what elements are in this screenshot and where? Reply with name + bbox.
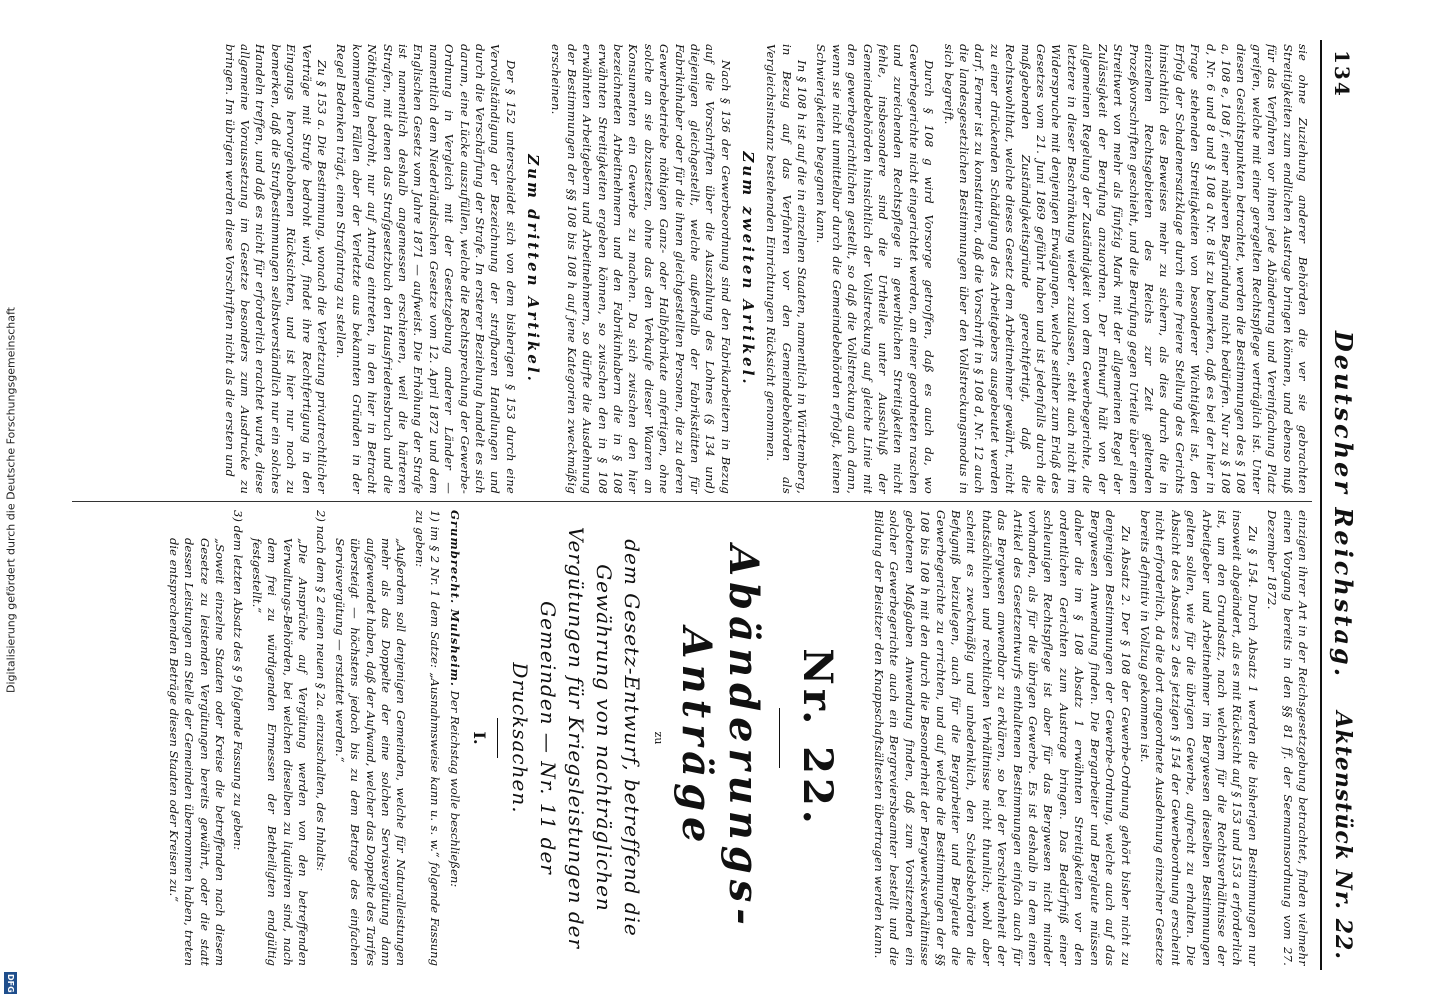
- document-number-title: Nr. 22.: [793, 648, 841, 828]
- item-text: „Soweit einzelne Staaten oder Kreise die betreffenden nach diesem Gesetze zu leistenden Vergütungen bereits gewährt, oder die statt dessen Leistungen an Stelle der Gemeinden übernommen haben, treten die entsprechenden Beträge diesen Staaten oder Kreisen zu.“: [166, 538, 227, 966]
- item-text: nach dem § 2 einen neuen § 2a. einzuschalten, des Inhalts:: [314, 525, 329, 872]
- section-heading-article-3: Zum dritten Artikel.: [523, 154, 542, 384]
- amendment-item: [230, 510, 245, 966]
- divider: [497, 718, 498, 758]
- journal-title: Deutscher Reichstag.: [1329, 330, 1358, 680]
- item-text: „Außerdem soll denjenigen Gemeinden, welche für Naturalleistungen mehr als das Doppelte der eine solchen Servisvergütung dann aufgewendet haben, daß der Aufwand, welcher das Doppelte des Tarifes übersteigt — höchstens jedoch bis zu dem Betrage des einfachen Servisvergütung — erstattet werden.“: [332, 538, 409, 966]
- credit-text: Digitalisierung gefördert durch die Deutsche Forschungsgemeinschaft: [4, 307, 18, 693]
- item-text: „Die Ansprüche auf Vergütung werden von den betreffenden Verwaltungs-Behörden, bei welchen dieselben zu liquidiren sind, nach dem frei zu würdigenden Ermessen der Betheiligten endgültig festgestellt.“: [249, 538, 310, 966]
- item-number: 1): [428, 510, 443, 522]
- dfg-logo: DFG: [6, 973, 15, 993]
- scanned-page: [62, 40, 1362, 970]
- document-reference: Aktenstück Nr. 22.: [1330, 711, 1356, 960]
- paragraph: Durch § 108 g wird Vorsorge getroffen, daß es auch da, wo Gewerbegerichte nicht eingerichtet werden, an einer geordneten raschen und zureichenden Rechtspflege in gewerblichen Streitigkeiten nicht fehle, insbesondere sind die Urtheile unter Ausschluß der Gemeindebehörden hinsichtlich der Vollstreckung auf gleiche Linie mit den gewerbegerichtlichen gestellt, so daß die Vollstreckung auch dann, wenn sie nicht unmittelbar durch die Gemeindebehörden erfolgt, keinen Schwierigkeiten begegnen kann.: [814, 44, 937, 494]
- paragraph: Zu § 154. Durch Absatz 1 werden die bisherigen Bestimmungen nur insoweit abgeändert, als es mit Rücksicht auf § 153 und 153 a erforderlich ist, um den Grundsatz, nach welchem für die Rechtsverhältnisse der Arbeitgeber und Arbeitnehmer im Bergwesen dieselben Bestimmungen gelten sollen, wie für die übrigen Gewerbe, aufrecht zu erhalten. Die Absicht des Absatzes 2 des jetzigen § 154 der Gewerbeordnung erscheint nicht erforderlich, da die dort angeordnete Ausdehnung einzelner Gesetze bereits definitiv in Vollzug gekommen ist.: [1137, 510, 1260, 966]
- movers: Grumbrecht. Mulsheim.: [447, 510, 462, 687]
- paragraph: In § 108 h ist auf die in einzelnen Staaten, namentlich in Württemberg, in Bezug auf das Verfahren vor den Gemeindebehörden als Vergleichsinstanz bestehenden Einrichtungen Rücksicht genommen.: [764, 44, 809, 494]
- motion-text: Der Reichstag wolle beschließen:: [447, 690, 462, 888]
- running-header: [1320, 40, 1362, 970]
- main-title: Abänderungs-Anträge: [672, 545, 767, 931]
- motion-intro: [446, 510, 461, 966]
- rotated-page-content: [62, 40, 1362, 970]
- column-divider: [72, 501, 1312, 502]
- page-number: 134: [1330, 50, 1354, 98]
- paragraph: einzigen ihrer Art in der Reichsgesetzgebung betrachtet, finden vielmehr einen Vorgang bereits in den §§ 81 ff. der Seemannsordnung vom 27. Dezember 1872.: [1265, 510, 1310, 966]
- item-number: 2): [314, 510, 329, 522]
- paragraph: Zu § 153 a. Die Bestimmung, wonach die Verletzung privatrechtlicher Verträge mit Strafe bedroht wird, findet ihre Rechtfertigung in den Eingangs hervorgehobenen Rücksichten, und ist hier nur noch zu bemerken, daß die Strafbestimmungen selbstverständlich nur ein solches Handeln treffen, und daß es nicht für erforderlich erachtet wurde, diese allgemeine Voraussetzung im Gesetze besonders zum Ausdrucke zu bringen. Im übrigen werden diese Vorschriften nicht als die ersten und: [222, 44, 330, 494]
- digitization-credit: [0, 0, 22, 1000]
- paragraph: Nach § 136 der Gewerbeordnung sind den Fabrikarbeitern in Bezug auf die Vorschriften über die Auszahlung des Lohnes (§ 134 und) diejenigen gleichgestellt, welche außerhalb der Fabrikstätten für Fabrikinhaber oder für die ihnen gleichgestellten Personen, die zu deren Gewerbebetriebe nöthigen Ganz- oder Halbfabrikate anfertigen, ohne solche an sie abzusetzen, ohne das den Verkaufe dieser Waaren an Konsumenten ein Gewerbe zu machen. Da sich zwischen den hier bezeichneten Arbeitnehmern und den Fabrikinhabern die in § 108 erwähnten Streitigkeiten ergeben können, so zwischen den in § 108 erwähnten Arbeitgebern und Arbeitnehmern, so dürfte die Ausdehnung der Bestimmungen der §§ 108 bis 108 h auf jene Kategorien zweckmäßig erscheinen.: [549, 44, 733, 494]
- roman-numeral: I.: [469, 731, 489, 745]
- bill-subject: dem Gesetz-Entwurf, betreffend die Gewährung von nachträglichen Vergütungen für Kriegsleistungen der Gemeinden — Nr. 11 der Drucksachen.: [507, 526, 644, 950]
- item-text: dem letzten Absatz des § 9 folgende Fassung zu geben:: [231, 525, 246, 851]
- section-heading-article-2: Zum zweiten Artikel.: [738, 151, 757, 387]
- amendment-quote: [165, 510, 227, 966]
- divider: [779, 708, 780, 768]
- connector-word: zu: [651, 731, 665, 745]
- left-column: [72, 44, 1310, 494]
- amendment-quote: [331, 510, 408, 966]
- paragraph: sie ohne Zuziehung anderer Behörden die ver sie gebrachten Streitigkeiten zum endlichen Austrage bringen können, und ebenso muß für das Verfahren vor ihnen jede Abänderung und Vereinfachung Platz greifen, welche mit einer geregelten Rechtspflege verträglich ist. Unter diesen Gesichtspunkten betrachtet, werden die Bestimmungen des § 108 a, 108 e, 108 f, einer näheren Begründung nicht bedürfen. Nur zu § 108 d, Nr. 6 und 8 und § 108 a Nr. 8 ist zu bemerken, daß es bei der hier in Frage stehenden Streitigkeiten von besonderer Wichtigkeit ist, den Erfolg der Schadenersatzklage durch eine freiere Stellung des Gerichts hinsichtlich des Beweises mehr zu sichern, als dies durch die in einzelnen Rechtsgebieten des Reichs zur Zeit geltenden Prozeßvorschriften geschieht, und die Berufung gegen Urteile über einen Streitwert von mehr als fünfzig Mark mit der allgemeinen Regel der Zulässigkeit der Berufung anzuordnen. Der Entwurf hält von der allgemeinen Regelung der Zuständigkeit von dem Gewerbegerichte, die letztere in dieser Beschränkung wieder zuzulassen, steht auch nicht im Widerspruche mit denjenigen Erwägungen, welche seither zum Erlaß des Gesetzes vom 21. Juni 1869 geführt haben und ist jedenfalls durch die maßgebenden Zuständigkeitsgründe gerechtfertigt, daß die Rechtswohlthat, welche dieses Gesetz dem Arbeitnehmer gewährt, nicht zu einer drückenden Schädigung des Arbeitgebers ausgebeutet werden darf. Ferner ist zu konstatiren, daß die Vorschrift in § 108 d, Nr. 12 auch die landesgesetzlichen Bestimmungen über den Vollstreckungsmodus in sich begreift.: [941, 44, 1310, 494]
- item-text: im § 2 Nr. 1 dem Satze: „Ausnahmsweise kann u. s. w.“ folgende Fassung zu geben:: [412, 510, 443, 966]
- amendment-quote: [248, 510, 310, 966]
- paragraph: Der § 152 unterscheidet sich von dem bisherigen § 153 durch eine Vervollständigung der Bezeichnung der strafbaren Handlungen und durch die Verschärfung der Strafe. In ersterer Beziehung handelt es sich darum, eine Lücke auszufüllen, welche die Rechtsprechung der Gewerbe-Ordnung in Vergleich mit der Gesetzgebung anderer Länder — namentlich dem Niederländischen Gesetze vom 12. April 1872 und dem Englischen Gesetz vom Jahre 1871 — aufweist. Die Erhöhung der Strafe ist namentlich deshalb angemessen erschienen, weil die härteren Strafen, mit denen das Strafgesetzbuch den Hausfriedensbruch und die Nöthigung bedroht, nur auf Antrag eintreten, in den hier in Betracht kommenden Fällen aber der Verletzte aus bekannten Gründen in der Regel Bedenken trägt, einen Strafantrag zu stellen.: [334, 44, 518, 494]
- item-number: 3): [231, 510, 246, 522]
- amendment-item: [313, 510, 328, 966]
- amendment-item: [411, 510, 442, 966]
- right-column: [72, 510, 1310, 966]
- paragraph: Zu Absatz 2. Der § 108 der Gewerbe-Ordnung gehört bisher nicht zu denjenigen Bestimmungen der Gewerbe-Ordnung, welche auch auf das Bergwesen Anwendung finden. Die Bergarbeiter und Bergleute müssen daher die im § 108 Absatz 1 erwähnten Streitigkeiten vor den ordentlichen Gerichten zum Austrage bringen. Das Bedürfniß einer schleunigen Rechtspflege ist aber für das Bergwesen nicht minder vorhanden, als für die übrigen Gewerbe. Es ist deshalb in dem einen Artikel des Gesetzentwurfs enthaltenen Bestimmungen einfach auch für das Bergwesen anwendbar zu erklären, so bei der Verschiedenheit der thatsächlichen und rechtlichen Verhältnisse nicht thunlich; wohl aber scheint es zweckmäßig und unbedenklich, den Schiedsbehörden die Befugniß beizulegen, auch für die Bergarbeiter und Bergleute die Gewerbegerichte zu errichten, und auf welche die Bestimmungen der §§ 108 bis 108 h mit den durch die Besonderheit der Bergwerksverhältnisse gebotenen Maßgaben Anwendung finden, daß zum Vorsitzenden ein solcher Gewerbegerichte auch ein Bergreviersbeamter bestellt und die Bildung der Beisitzer den Knappschaftsältesten übertragen werden kann.: [872, 510, 1133, 966]
